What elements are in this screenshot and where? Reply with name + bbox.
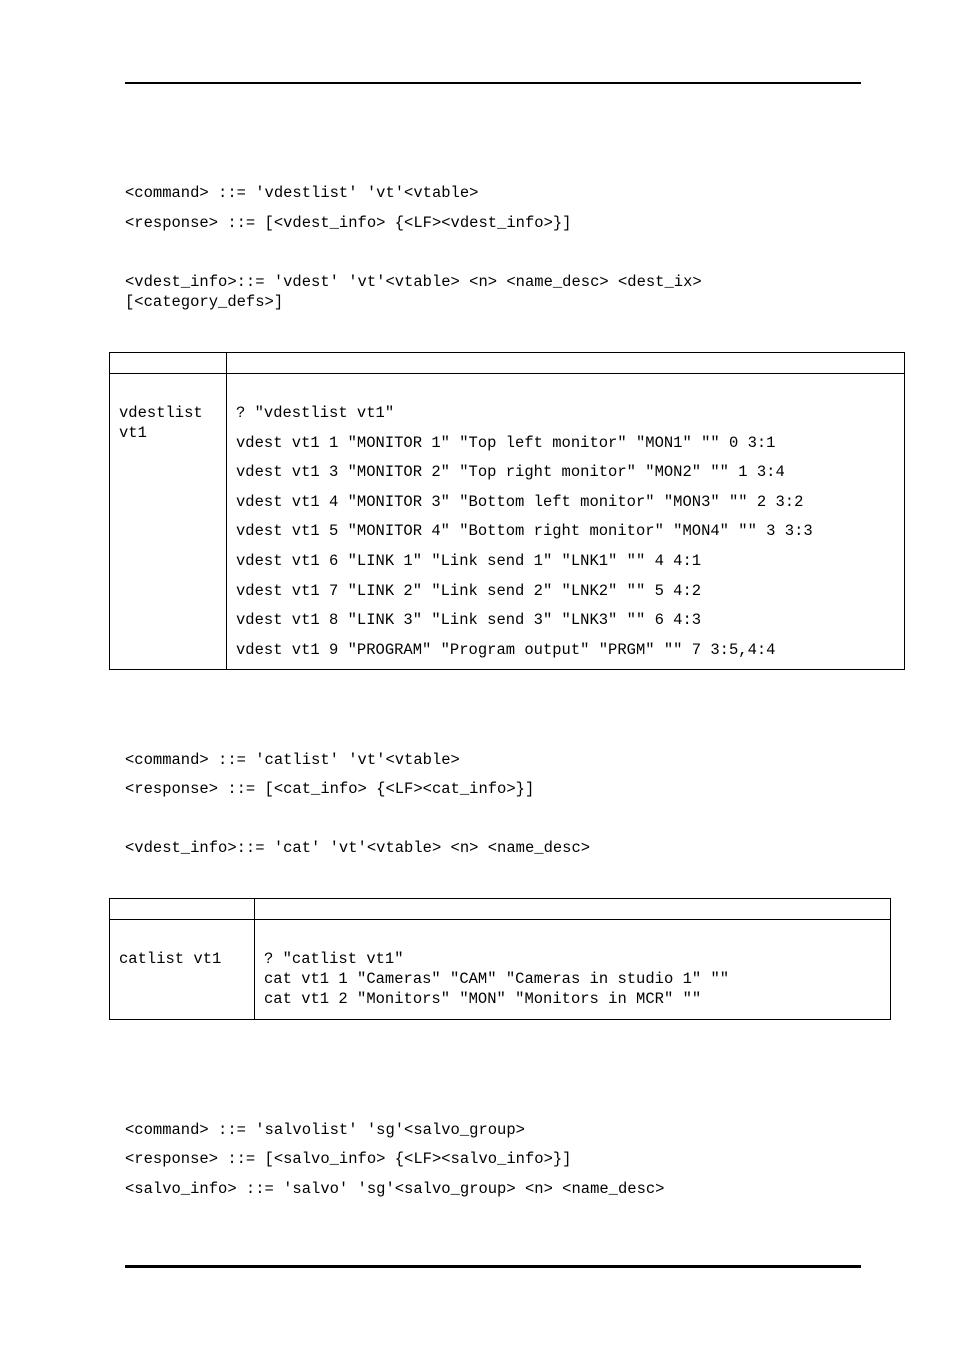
- response-line: vdest vt1 3 "MONITOR 2" "Top right monitor" "MON2" "" 1 3:4: [236, 463, 785, 482]
- catlist-command-grammar: <command> ::= 'catlist' 'vt'<vtable>: [125, 751, 460, 769]
- response-line: vdest vt1 9 "PROGRAM" "Program output" "PRGM" "" 7 3:5,4:4: [236, 640, 776, 659]
- catlist-example-table: [109, 898, 891, 1020]
- vdestlist-response-grammar: <response> ::= [<vdest_info> {<LF><vdest_info>}]: [125, 214, 572, 232]
- salvolist-command-grammar: <command> ::= 'salvolist' 'sg'<salvo_group>: [125, 1121, 525, 1139]
- example-command-cell: [110, 920, 255, 1020]
- footer-rule: [125, 1265, 861, 1268]
- response-line: cat vt1 2 "Monitors" "MON" "Monitors in MCR" "": [264, 990, 702, 1008]
- example-command-line: vt1: [119, 424, 147, 442]
- response-line: vdest vt1 1 "MONITOR 1" "Top left monitor" "MON1" "" 0 3:1: [236, 433, 776, 452]
- vdest-info-grammar-continued: [<category_defs>]: [125, 293, 284, 311]
- vdestlist-command-grammar: <command> ::= 'vdestlist' 'vt'<vtable>: [125, 184, 479, 202]
- table-header-cell: [227, 353, 905, 374]
- table-header-cell: [255, 899, 891, 920]
- vdestlist-example-table: [109, 352, 905, 670]
- cat-info-grammar: <vdest_info>::= 'cat' 'vt'<vtable> <n> <name_desc>: [125, 839, 591, 857]
- table-header-row: [110, 899, 891, 920]
- response-line: vdest vt1 5 "MONITOR 4" "Bottom right monitor" "MON4" "" 3 3:3: [236, 522, 813, 541]
- response-line: vdest vt1 8 "LINK 3" "Link send 3" "LNK3" "" 6 4:3: [236, 611, 702, 630]
- response-line: vdest vt1 7 "LINK 2" "Link send 2" "LNK2" "" 5 4:2: [236, 581, 702, 600]
- table-row: [110, 374, 905, 670]
- example-response-cell: [255, 920, 891, 1020]
- table-header-cell: [110, 353, 227, 374]
- header-rule: [125, 82, 861, 84]
- vdest-info-grammar: <vdest_info>::= 'vdest' 'vt'<vtable> <n> <name_desc> <dest_ix>: [125, 273, 702, 291]
- example-command-cell: [110, 374, 227, 670]
- response-line: ? "vdestlist vt1": [236, 404, 395, 422]
- table-row: [110, 920, 891, 1020]
- example-response-cell: [227, 374, 905, 670]
- example-command-line: catlist vt1: [119, 950, 222, 968]
- response-line: cat vt1 1 "Cameras" "CAM" "Cameras in studio 1" "": [264, 970, 730, 988]
- response-line: vdest vt1 4 "MONITOR 3" "Bottom left monitor" "MON3" "" 2 3:2: [236, 492, 804, 511]
- response-line: ? "catlist vt1": [264, 950, 404, 968]
- table-header-row: [110, 353, 905, 374]
- salvolist-response-grammar: <response> ::= [<salvo_info> {<LF><salvo_info>}]: [125, 1150, 572, 1168]
- salvo-info-grammar: <salvo_info> ::= 'salvo' 'sg'<salvo_group> <n> <name_desc>: [125, 1180, 665, 1198]
- response-line: vdest vt1 6 "LINK 1" "Link send 1" "LNK1" "" 4 4:1: [236, 551, 702, 570]
- catlist-response-grammar: <response> ::= [<cat_info> {<LF><cat_info>}]: [125, 780, 535, 798]
- table-header-cell: [110, 899, 255, 920]
- example-command-line: vdestlist: [119, 404, 203, 422]
